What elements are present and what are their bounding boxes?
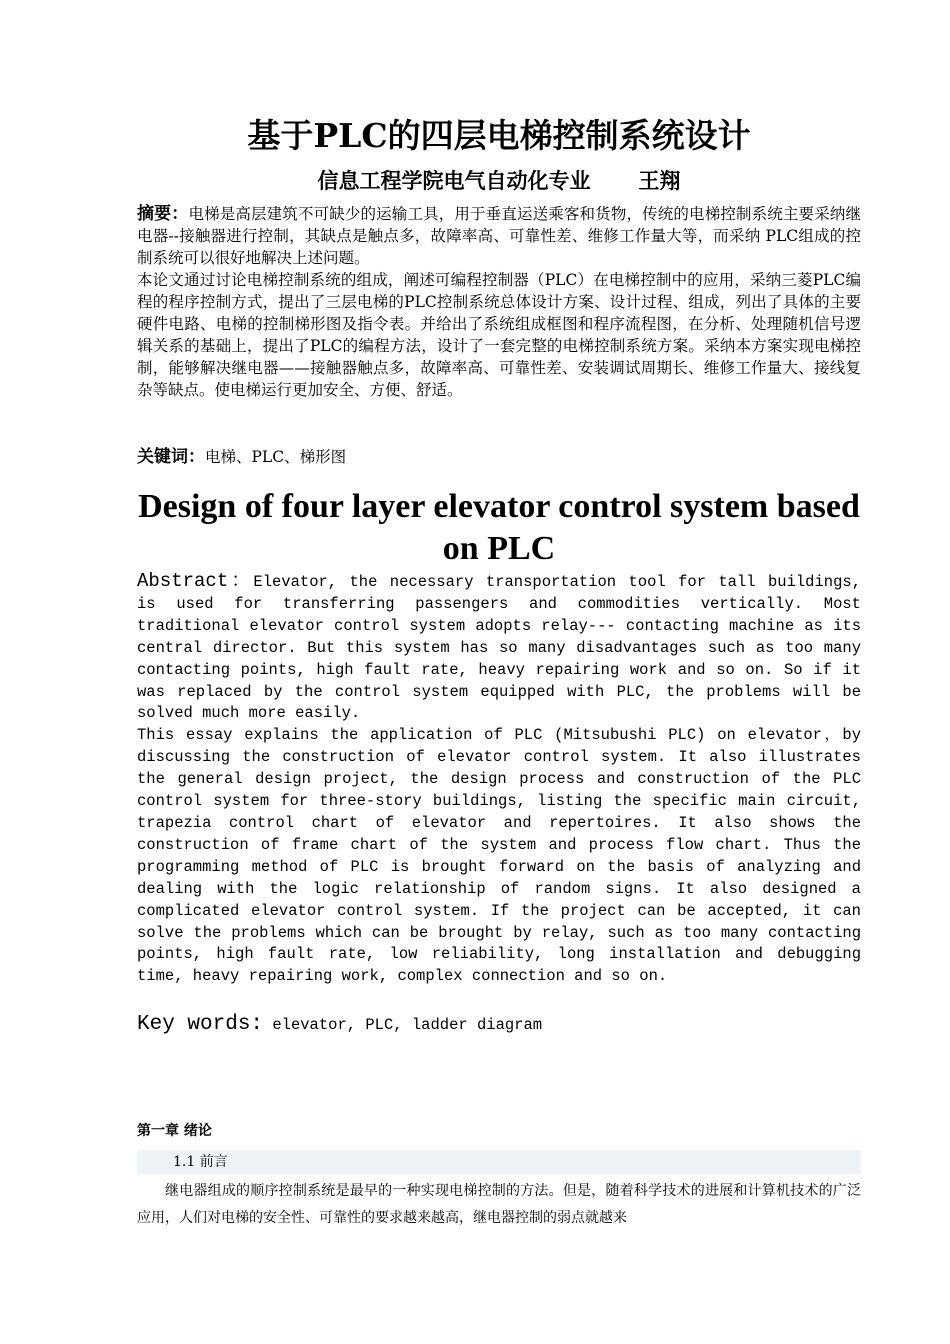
- chapter-heading: 第一章 绪论: [137, 1123, 212, 1139]
- author-line: [137, 166, 861, 196]
- body-paragraph: 继电器组成的顺序控制系统是最早的一种实现电梯控制的方法。但是，随着科学技术的进展和计算机技术的广泛应用，人们对电梯的安全性、可靠性的要求越来越高，继电器控制的弱点就越来: [137, 1183, 861, 1226]
- chinese-abstract-text1: 电梯是高层建筑不可缺少的运输工具，用于垂直运送乘客和货物，传统的电梯控制系统主要采纳继电器--接触器进行控制，其缺点是触点多，故障率高、可靠性差、维修工作量大等，而采纳 PLC组成的控制系统可以很好地解决上述问题。: [137, 205, 861, 267]
- english-keywords-value: elevator, PLC, ladder diagram: [272, 1016, 543, 1034]
- chinese-keywords: [137, 444, 861, 470]
- english-abstract-para1: [137, 571, 861, 725]
- english-abstract-para2: This essay explains the application of PLC (Mitsubushi PLC) on elevator，by discussing the construction of elevator control system. It also illustrates the general design project, the design process and construction of the PLC control system for three-story buildings, listing the specific main circuit, trapezia control chart of elevator and repertoires. It also shows the construction of frame chart of the system and process flow chart. Thus the programming method of PLC is brought forward on the basis of analyzing and dealing with the logic relationship of random signs. It also designed a complicated elevator control system. If the project can be accepted, it can solve the problems which can be brought by relay, such as too many contacting points, high fault rate, low reliability, long installation and debugging time, heavy repairing work, complex connection and so on.: [137, 726, 861, 986]
- chinese-abstract-para1: [137, 203, 861, 269]
- chinese-abstract-para2: 本论文通过讨论电梯控制系统的组成，阐述可编程控制器（PLC）在电梯控制中的应用，采纳三菱PLC编程的程序控制方式，提出了三层电梯的PLC控制系统总体设计方案、设计过程、组成，列出了具体的主要硬件电路、电梯的控制梯形图及指令表。并给出了系统组成框图和程序流程图，在分析、处理随机信号逻辑关系的基础上，提出了PLC的编程方法，设计了一套完整的电梯控制系统方案。采纳本方案实现电梯控制，能够解决继电器——接触器触点多，故障率高、可靠性差、安装调试周期长、维修工作量大、接线复杂等缺点。使电梯运行更加安全、方便、舒适。: [137, 271, 861, 399]
- chinese-abstract: [137, 203, 861, 401]
- english-abstract-text1: Elevator, the necessary transportation tool for tall buildings, is used for transferring passengers and commodities vertically. Most traditional elevator control system adopts relay--- contacting machine as its central director. But this system has so many disadvantages such as too many contacting points, high fault rate, heavy repairing work and so on. So if it was replaced by the control system equipped with PLC, the problems will be solved much more easily.: [137, 573, 861, 723]
- chinese-keywords-value: 电梯、PLC、梯形图: [205, 448, 347, 466]
- english-abstract-label: Abstract：: [137, 570, 254, 592]
- chinese-keywords-label: 关键词：: [137, 447, 205, 467]
- english-keywords-label: Key words:: [137, 1013, 264, 1036]
- chinese-title: 基于PLC的四层电梯控制系统设计: [247, 116, 751, 155]
- english-keywords: [137, 1011, 861, 1039]
- author-name: 王翔: [638, 168, 681, 193]
- chinese-abstract-label: 摘要：: [137, 204, 189, 224]
- english-abstract: [137, 571, 861, 988]
- english-title: Design of four layer elevator control system based on PLC: [138, 488, 860, 567]
- author-affiliation: 信息工程学院电气自动化专业: [317, 168, 591, 193]
- section-heading: 1.1 前言: [173, 1154, 228, 1170]
